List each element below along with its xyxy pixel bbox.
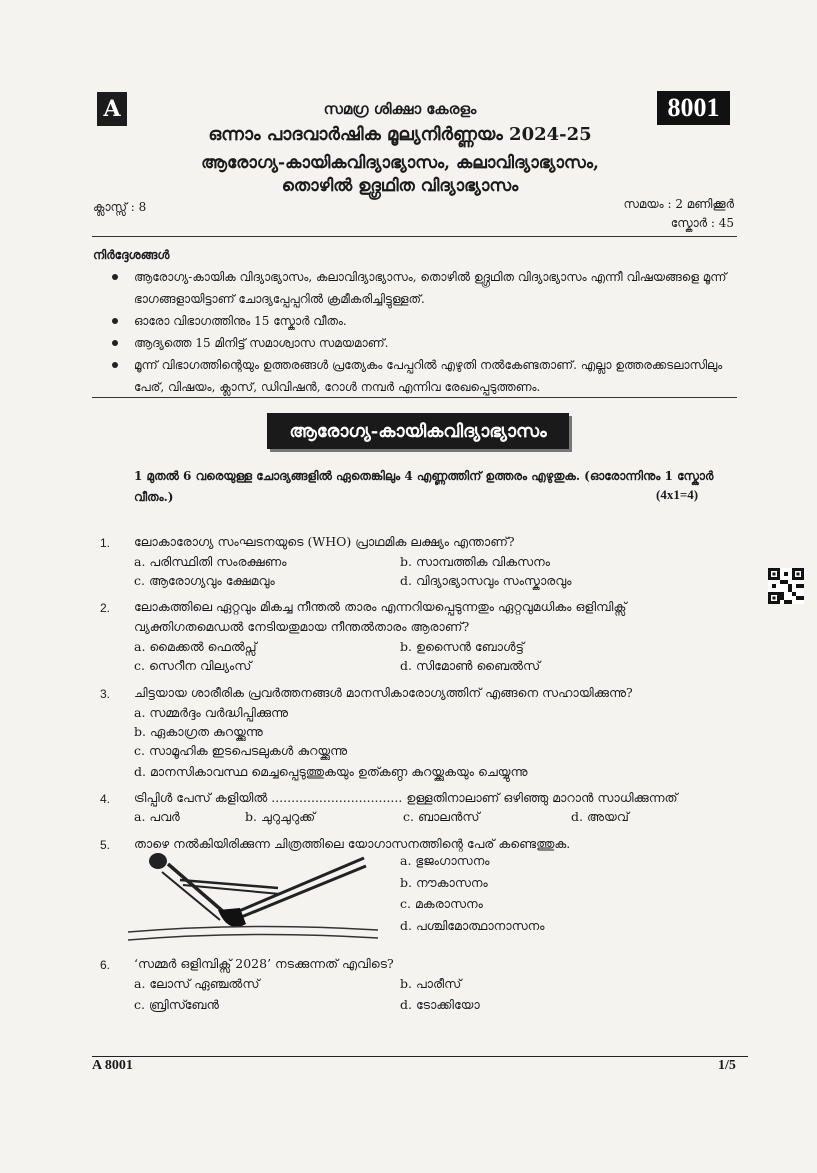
instructions-title: നിർദ്ദേശങ്ങൾ	[93, 248, 170, 262]
option-c: c. ബാലൻസ്	[403, 809, 480, 824]
question-text: ‘സമ്മർ ഒളിമ്പിക്സ് 2028’ നടക്കുന്നത് എവിടെ?	[134, 956, 394, 971]
question-text: താഴെ നൽകിയിരിക്കുന്ന ചിത്രത്തിലെ യോഗാസനത്തിന്റെ പേര് കണ്ടെത്തുക.	[134, 836, 571, 851]
question-text: ലോകാരോഗ്യ സംഘടനയുടെ (WHO) പ്രാഥമിക ലക്ഷ്യം എന്താണ്?	[134, 534, 515, 549]
option-a: a. മൈക്കൽ ഫെൽപ്സ്	[134, 639, 257, 654]
question-number: 3.	[100, 687, 111, 701]
instruction-item: ഓരോ വിഭാഗത്തിനും 15 സ്കോർ വീതം.	[134, 310, 738, 332]
question-number: 5.	[100, 838, 111, 852]
option-b: b. ഉസൈൻ ബോൾട്ട്	[400, 639, 524, 654]
bullet-icon	[112, 274, 118, 280]
question-text: ട്രിപ്പിൾ പേസ് കളിയിൽ ................................. ഉള്ളതിനാലാണ് ഒഴിഞ്ഞു മാറാൻ സാധിക്കുന്നത്	[134, 790, 678, 805]
question-number: 6.	[100, 958, 111, 972]
instruction-item: മൂന്ന് വിഭാഗത്തിന്റെയും ഉത്തരങ്ങൾ പ്രത്യേകം പേപ്പറിൽ എഴുതി നൽകേണ്ടതാണ്. എല്ലാ ഉത്തരക്കടലാസിലും പേര്, വിഷയം, ക്ലാസ്, ഡിവിഷൻ, റോൾ നമ്പർ എന്നിവ രേഖപ്പെടുത്തണം.	[134, 354, 738, 398]
paper-code: 8001	[657, 91, 730, 125]
option-a: a. ഭുജംഗാസനം	[400, 853, 490, 868]
question-number: 2.	[100, 601, 111, 615]
section-instruction: 1 മുതൽ 6 വരെയുള്ള ചോദ്യങ്ങളിൽ ഏതെങ്കിലും 4 എണ്ണത്തിന് ഉത്തരം എഴുതുക. (ഓരോന്നിനും 1 സ്കോർ വീതം.)	[134, 469, 714, 504]
option-c: c. മകരാസനം	[400, 896, 483, 911]
option-b: b. ഏകാഗ്രത കുറയ്ക്കുന്നു	[134, 724, 263, 739]
instruction-item: ആരോഗ്യ-കായിക വിദ്യാഭ്യാസം, കലാവിദ്യാഭ്യാസം, തൊഴിൽ ഉദ്ഗ്രഥിത വിദ്യാഭ്യാസം എന്നീ വിഷയങ്ങളെ മൂന്ന് ഭാഗങ്ങളായിട്ടാണ് ചോദ്യപ്പേപ്പറിൽ ക്രമീകരിച്ചിട്ടുള്ളത്.	[134, 266, 738, 310]
bullet-icon	[112, 362, 118, 368]
exam-title: ഒന്നാം പാദവാർഷിക മൂല്യനിർണ്ണയം 2024-25	[208, 124, 592, 145]
footer-paper-code: A 8001	[92, 1058, 133, 1073]
instructions-list	[134, 266, 738, 398]
instruction-item: ആദ്യത്തെ 15 മിനിട്ട് സമാശ്വാസ സമയമാണ്.	[134, 332, 738, 354]
section-marks: (4x1=4)	[656, 487, 699, 502]
question-number: 1.	[100, 536, 111, 550]
option-c: c. ആരോഗ്യവും ക്ഷേമവും	[134, 573, 275, 588]
class-label: ക്ലാസ്സ് : 8	[93, 200, 147, 214]
option-d: d. പശ്ചിമോത്ഥാനാസനം	[400, 918, 545, 933]
question-text: ലോകത്തിലെ ഏറ്റവും മികച്ച നീന്തൽ താരം എന്നറിയപ്പെടുന്നതും ഏറ്റവുമധികം ഒളിമ്പിക്സ് വ്യക്തിഗതമെഡൽ നേടിയതുമായ നീന്തൽതാരം ആരാണ്?	[134, 599, 627, 634]
instructions-divider	[92, 397, 737, 398]
set-label: A	[97, 92, 127, 126]
option-b: b. പാരീസ്	[400, 976, 462, 991]
option-c: c. സെറീന വില്യംസ്	[134, 658, 252, 673]
option-c: c. സാമൂഹിക ഇടപെടലുകൾ കുറയ്ക്കുന്നു	[134, 743, 348, 758]
option-d: d. മാനസികാവസ്ഥ മെച്ചപ്പെടുത്തുകയും ഉത്കണ്ഠ കുറയ്ക്കുകയും ചെയ്യുന്നു	[134, 764, 528, 779]
option-a: a. പരിസ്ഥിതി സംരക്ഷണം	[134, 554, 287, 569]
page-number: 1/5	[718, 1058, 736, 1073]
option-a: a. ലോസ് ഏഞ്ചൽസ്	[134, 976, 260, 991]
option-d: d. വിദ്യാഭ്യാസവും സംസ്കാരവും	[400, 573, 572, 588]
yoga-pose-illustration	[128, 852, 378, 944]
subjects-line-2: തൊഴിൽ ഉദ്ഗ്രഥിത വിദ്യാഭ്യാസം	[281, 176, 519, 196]
option-a: a. സമ്മർദ്ദം വർദ്ധിപ്പിക്കുന്നു	[134, 705, 289, 720]
qr-code-icon	[768, 568, 804, 604]
option-b: b. നൗകാസനം	[400, 875, 488, 890]
question-text: ചിട്ടയായ ശാരീരിക പ്രവർത്തനങ്ങൾ മാനസികാരോഗ്യത്തിന് എങ്ങനെ സഹായിക്കുന്നു?	[134, 685, 633, 700]
question-number: 4.	[100, 792, 111, 806]
option-c: c. ബ്രിസ്ബേൻ	[134, 997, 219, 1012]
footer-divider	[92, 1056, 748, 1057]
bullet-icon	[112, 340, 118, 346]
time-label: സമയം : 2 മണിക്കൂർ	[623, 197, 734, 211]
option-a: a. പവർ	[134, 809, 180, 824]
option-b: b. സാമ്പത്തിക വികസനം	[400, 554, 551, 569]
bullet-icon	[112, 318, 118, 324]
option-d: d. ടോക്കിയോ	[400, 997, 480, 1012]
subjects-line-1: ആരോഗ്യ-കായികവിദ്യാഭ്യാസം, കലാവിദ്യാഭ്യാസം,	[201, 153, 599, 173]
option-d: d. സിമോൺ ബൈൽസ്	[400, 658, 541, 673]
header-divider	[92, 236, 737, 237]
org-name: സമഗ്ര ശിക്ഷാ കേരളം	[323, 100, 477, 118]
section-title: ആരോഗ്യ-കായികവിദ്യാഭ്യാസം	[267, 413, 569, 449]
option-d: d. അയവ്	[571, 809, 629, 824]
option-b: b. ചുറുചുറുക്ക്	[245, 809, 316, 824]
score-label: സ്കോർ : 45	[670, 216, 734, 230]
